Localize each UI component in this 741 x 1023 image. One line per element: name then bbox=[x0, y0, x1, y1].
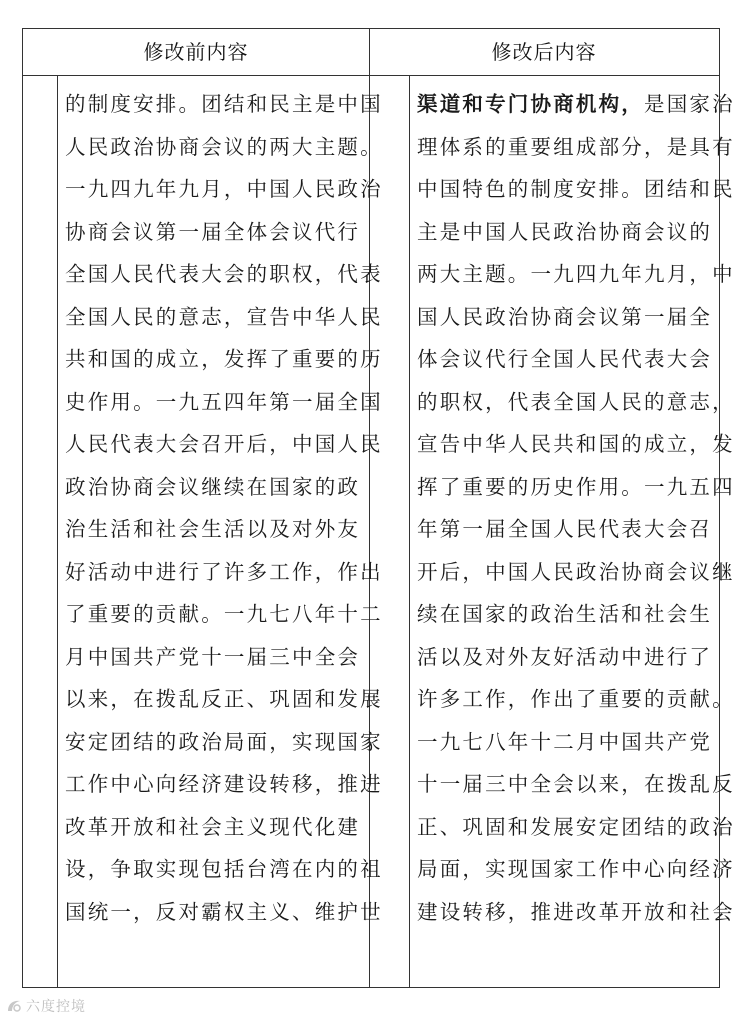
text-line: 协商会议第一届全体会议代行 bbox=[65, 219, 361, 244]
text-line: 改革开放和社会主义现代化建 bbox=[65, 814, 361, 839]
text-line: 体会议代行全国人民代表大会 bbox=[417, 347, 713, 371]
text-line: 国人民政治协商会议第一届全 bbox=[417, 304, 713, 329]
text-line: 治生活和社会生活以及对外友 bbox=[65, 517, 361, 541]
text-line: 局面，实现国家工作中心向经济 bbox=[417, 857, 735, 881]
text-line: 人民代表大会召开后，中国人民 bbox=[65, 432, 383, 456]
before-text bbox=[65, 83, 383, 933]
text-line: 政治协商会议继续在国家的政 bbox=[65, 474, 361, 499]
header-after: 修改后内容 bbox=[491, 40, 597, 64]
bold-insertion: 渠道和专门协商机构， bbox=[417, 92, 644, 116]
text-line: 月中国共产党十一届三中全会 bbox=[65, 644, 361, 669]
text-line: 建设转移，推进改革开放和社会 bbox=[417, 899, 735, 924]
text-line: 以来，在拨乱反正、巩固和发展 bbox=[65, 687, 383, 711]
text-line: 挥了重要的历史作用。一九五四 bbox=[417, 474, 735, 499]
text-line: 开后，中国人民政治协商会议继 bbox=[417, 559, 735, 584]
text-line: 理体系的重要组成部分，是具有 bbox=[417, 134, 735, 159]
watermark-text: 六度控境 bbox=[26, 999, 86, 1015]
text-line: 全国人民代表大会的职权，代表 bbox=[65, 262, 383, 286]
text-line: 的职权，代表全国人民的意志， bbox=[417, 389, 735, 414]
text-line: 国统一，反对霸权主义、维护世 bbox=[65, 899, 383, 924]
text-line: 一九七八年十二月中国共产党 bbox=[417, 729, 713, 754]
watermark bbox=[6, 996, 86, 1016]
text-line: 了重要的贡献。一九七八年十二 bbox=[65, 602, 383, 626]
right-margin-line bbox=[409, 75, 410, 987]
text-line: 主是中国人民政治协商会议的 bbox=[417, 219, 713, 244]
text-line: 设，争取实现包括台湾在内的祖 bbox=[65, 857, 383, 881]
text-line: 的制度安排。团结和民主是中国 bbox=[65, 92, 383, 116]
text-fragment: 是国家治 bbox=[644, 92, 735, 116]
text-line: 中国特色的制度安排。团结和民 bbox=[417, 177, 735, 201]
text-line: 许多工作，作出了重要的贡献。 bbox=[417, 687, 735, 711]
left-margin-line bbox=[57, 75, 58, 987]
text-line: 好活动中进行了许多工作，作出 bbox=[65, 559, 383, 584]
text-line: 正、巩固和发展安定团结的政治 bbox=[417, 814, 735, 839]
header-before: 修改前内容 bbox=[143, 40, 249, 64]
comparison-table bbox=[22, 28, 735, 988]
watermark-logo-icon bbox=[6, 999, 22, 1013]
text-line: 一九四九年九月，中国人民政治 bbox=[65, 177, 383, 201]
after-text bbox=[417, 83, 735, 933]
text-line: 全国人民的意志，宣告中华人民 bbox=[65, 304, 383, 329]
text-line: 共和国的成立，发挥了重要的历 bbox=[65, 347, 383, 371]
text-line: 安定团结的政治局面，实现国家 bbox=[65, 729, 383, 754]
header-divider bbox=[23, 75, 719, 76]
text-line: 史作用。一九五四年第一届全国 bbox=[65, 389, 383, 414]
text-line: 年第一届全国人民代表大会召 bbox=[417, 517, 713, 541]
text-line: 续在国家的政治生活和社会生 bbox=[417, 602, 713, 626]
text-line: 宣告中华人民共和国的成立，发 bbox=[417, 432, 735, 456]
text-line: 活以及对外友好活动中进行了 bbox=[417, 644, 713, 669]
text-line bbox=[417, 83, 735, 126]
text-line: 十一届三中全会以来，在拨乱反 bbox=[417, 772, 735, 796]
text-line: 两大主题。一九四九年九月，中 bbox=[417, 262, 735, 286]
text-line: 工作中心向经济建设转移，推进 bbox=[65, 772, 383, 796]
text-line: 人民政治协商会议的两大主题。 bbox=[65, 134, 383, 159]
